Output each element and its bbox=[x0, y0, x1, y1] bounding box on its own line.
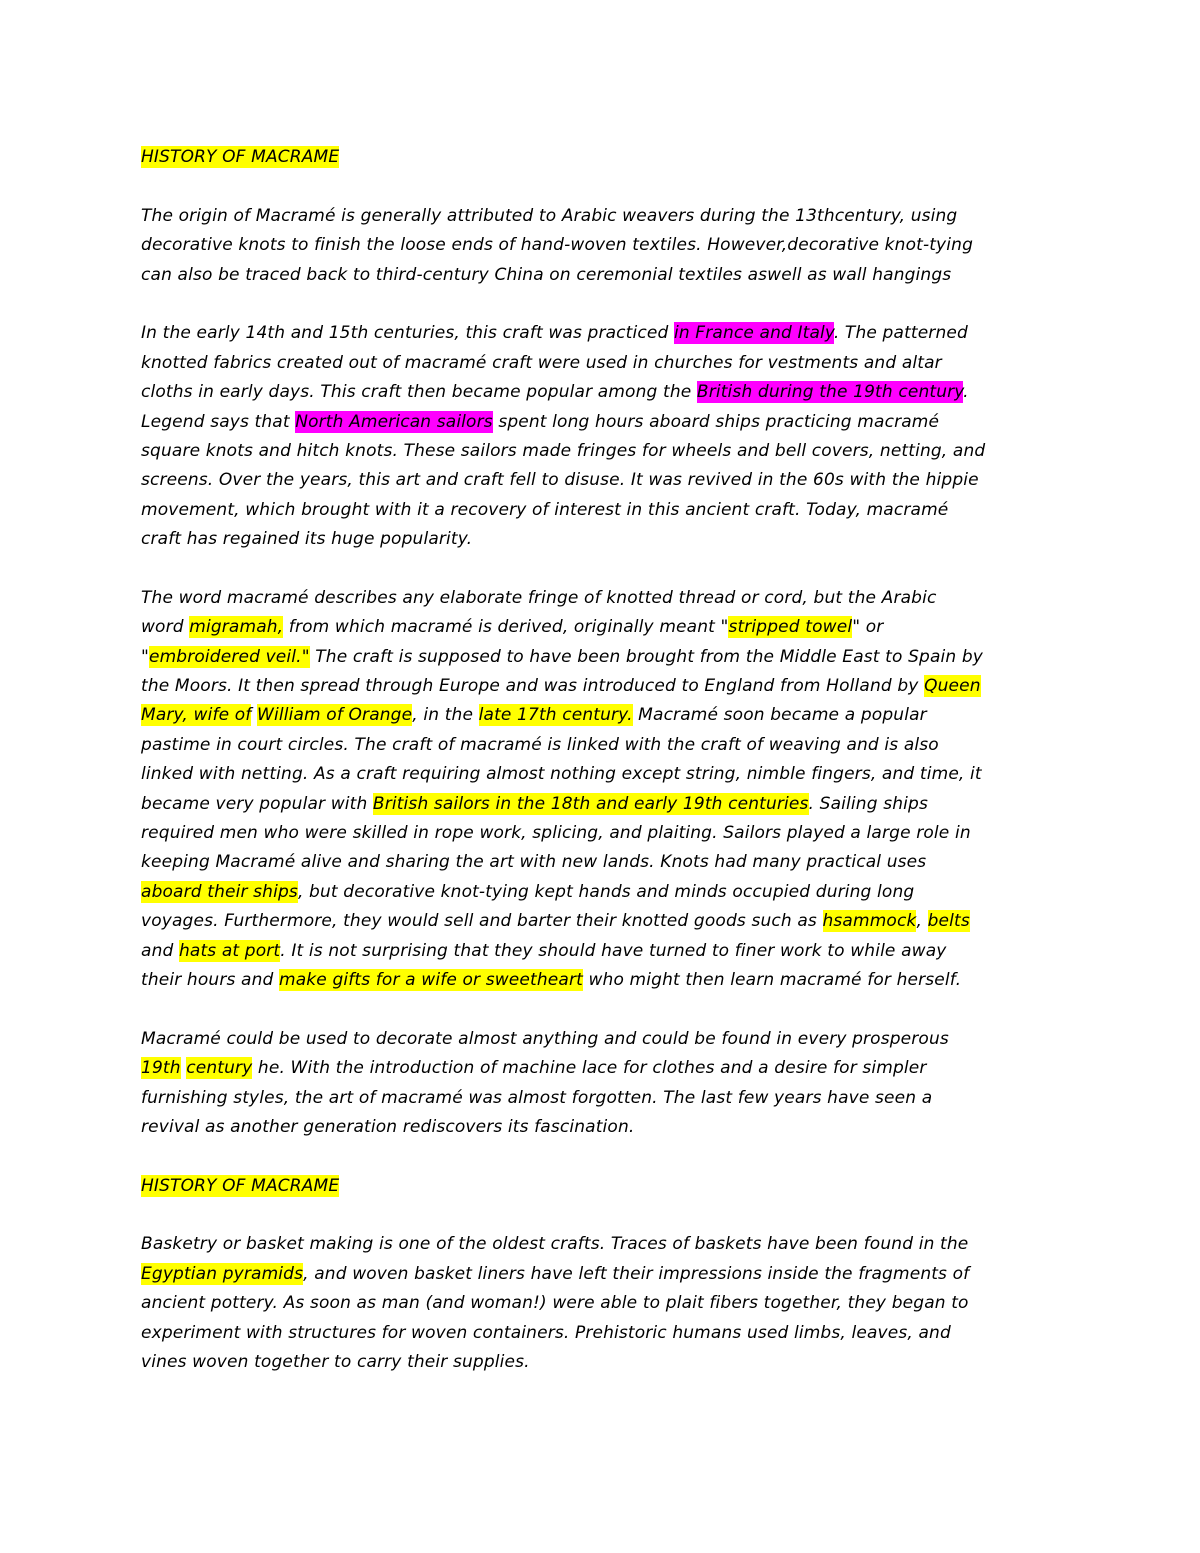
text-line bbox=[141, 643, 1100, 672]
highlight-magenta: North American sailors bbox=[295, 411, 493, 432]
text-line bbox=[141, 1319, 1100, 1348]
text-run: pastime in court circles. The craft of macramé is linked with the craft of weaving and is also bbox=[141, 734, 939, 755]
text-line bbox=[141, 525, 1100, 554]
highlight-yellow: make gifts for a wife or sweetheart bbox=[279, 969, 583, 990]
blank-line bbox=[141, 1142, 1100, 1171]
text-line bbox=[141, 408, 1100, 437]
text-run: The word macramé describes any elaborate fringe of knotted thread or cord, but the Arabic bbox=[141, 587, 937, 608]
text-run: furnishing styles, the art of macramé was almost forgotten. The last few years have seen a bbox=[141, 1087, 933, 1108]
highlight-yellow: William of Orange bbox=[257, 705, 413, 726]
text-line bbox=[141, 907, 1100, 936]
text-run: screens. Over the years, this art and craft fell to disuse. It was revived in the 60s with the hippie bbox=[141, 470, 979, 491]
text-line bbox=[141, 1054, 1100, 1083]
highlight-magenta: in France and Italy bbox=[673, 323, 834, 344]
highlight-yellow: century bbox=[186, 1058, 253, 1079]
text-line bbox=[141, 437, 1100, 466]
text-run: movement, which brought with it a recovery of interest in this ancient craft. Today, macramé bbox=[141, 499, 949, 520]
text-run: , in the bbox=[412, 705, 479, 726]
highlight-yellow: aboard their ships bbox=[141, 881, 298, 902]
text-run: . Sailing ships bbox=[808, 793, 928, 814]
highlight-yellow: late 17th century. bbox=[478, 705, 633, 726]
text-line bbox=[141, 848, 1100, 877]
text-line bbox=[141, 1230, 1100, 1259]
text-line bbox=[141, 672, 1100, 701]
text-run: vines woven together to carry their supplies. bbox=[141, 1352, 530, 1373]
highlight-yellow: HISTORY OF MACRAME bbox=[141, 1175, 340, 1196]
highlight-yellow: 19th bbox=[141, 1058, 181, 1079]
text-run: " bbox=[141, 646, 149, 667]
text-run: Macramé soon became a popular bbox=[632, 705, 927, 726]
text-run: experiment with structures for woven containers. Prehistoric humans used limbs, leaves, and bbox=[141, 1322, 951, 1343]
text-run: required men who were skilled in rope work, splicing, and plaiting. Sailors played a large role in bbox=[141, 822, 971, 843]
text-run: , and woven basket liners have left their impressions inside the fragments of bbox=[303, 1263, 970, 1284]
text-line bbox=[141, 1113, 1100, 1142]
text-line bbox=[141, 319, 1100, 348]
text-run: Macramé could be used to decorate almost anything and could be found in every prosperous bbox=[141, 1028, 949, 1049]
text-run: keeping Macramé alive and sharing the art with new lands. Knots had many practical uses bbox=[141, 852, 927, 873]
text-run: decorative knots to finish the loose ends of hand-woven textiles. However,decorative knot-tying bbox=[141, 235, 974, 256]
text-line bbox=[141, 1172, 1100, 1201]
text-line bbox=[141, 966, 1100, 995]
text-run: . bbox=[963, 382, 969, 403]
text-line bbox=[141, 731, 1100, 760]
text-run: Legend says that bbox=[141, 411, 296, 432]
highlight-yellow: Egyptian pyramids bbox=[141, 1263, 304, 1284]
text-run: who might then learn macramé for herself. bbox=[582, 969, 962, 990]
text-run: the Moors. It then spread through Europe and was introduced to England from Holland by bbox=[141, 676, 925, 697]
text-run: became very popular with bbox=[141, 793, 373, 814]
text-line bbox=[141, 790, 1100, 819]
text-line bbox=[141, 584, 1100, 613]
highlight-yellow: stripped towel bbox=[728, 617, 853, 638]
text-line bbox=[141, 378, 1100, 407]
blank-line bbox=[141, 290, 1100, 319]
text-run: The origin of Macramé is generally attributed to Arabic weavers during the 13thcentury, using bbox=[141, 205, 958, 226]
text-run: word bbox=[141, 617, 190, 638]
text-line bbox=[141, 231, 1100, 260]
text-line bbox=[141, 143, 1100, 172]
highlight-magenta: British during the 19th century bbox=[696, 382, 964, 403]
text-run: from which macramé is derived, originally meant " bbox=[283, 617, 729, 638]
text-run: spent long hours aboard ships practicing macramé bbox=[492, 411, 940, 432]
blank-line bbox=[141, 1201, 1100, 1230]
text-line bbox=[141, 819, 1100, 848]
highlight-yellow: belts bbox=[927, 911, 970, 932]
text-line bbox=[141, 466, 1100, 495]
text-line bbox=[141, 937, 1100, 966]
text-run: revival as another generation rediscovers its fascination. bbox=[141, 1116, 635, 1137]
text-run: linked with netting. As a craft requiring almost nothing except string, nimble fingers, and time, it bbox=[141, 764, 982, 785]
text-line bbox=[141, 496, 1100, 525]
text-run: their hours and bbox=[141, 969, 280, 990]
text-run: craft has regained its huge popularity. bbox=[141, 529, 473, 550]
text-run: , but decorative knot-tying kept hands and minds occupied during long bbox=[297, 881, 915, 902]
blank-line bbox=[141, 172, 1100, 201]
text-run: " or bbox=[852, 617, 884, 638]
text-run: The craft is supposed to have been brought from the Middle East to Spain by bbox=[309, 646, 984, 667]
text-line bbox=[141, 760, 1100, 789]
text-run: knotted fabrics created out of macramé craft were used in churches for vestments and altar bbox=[141, 352, 942, 373]
highlight-yellow: embroidered veil." bbox=[148, 646, 310, 667]
text-line bbox=[141, 878, 1100, 907]
text-run: . The patterned bbox=[833, 323, 968, 344]
text-run: In the early 14th and 15th centuries, this craft was practiced bbox=[141, 323, 674, 344]
text-run: cloths in early days. This craft then became popular among the bbox=[141, 382, 697, 403]
text-run: voyages. Furthermore, they would sell and barter their knotted goods such as bbox=[141, 911, 823, 932]
highlight-yellow: HISTORY OF MACRAME bbox=[141, 147, 340, 167]
text-run: he. With the introduction of machine lace for clothes and a desire for simpler bbox=[252, 1058, 927, 1079]
text-run: . It is not surprising that they should have turned to finer work to while away bbox=[280, 940, 947, 961]
text-run: can also be traced back to third-century China on ceremonial textiles aswell as wall hangings bbox=[141, 264, 952, 285]
blank-line bbox=[141, 995, 1100, 1024]
text-line bbox=[141, 1260, 1100, 1289]
highlight-yellow: Mary, wife of bbox=[141, 705, 252, 726]
highlight-yellow: hsammock bbox=[822, 911, 917, 932]
highlight-yellow: British sailors in the 18th and early 19th centuries bbox=[372, 793, 809, 814]
text-line bbox=[141, 349, 1100, 378]
text-line bbox=[141, 613, 1100, 642]
text-line bbox=[141, 701, 1100, 730]
text-line bbox=[141, 1289, 1100, 1318]
text-run: Basketry or basket making is one of the oldest crafts. Traces of baskets have been found in the bbox=[141, 1234, 969, 1255]
text-line bbox=[141, 202, 1100, 231]
text-line bbox=[141, 261, 1100, 290]
text-run: ancient pottery. As soon as man (and woman!) were able to plait fibers together, they began to bbox=[141, 1293, 969, 1314]
highlight-yellow: Queen bbox=[924, 676, 981, 697]
text-line bbox=[141, 1348, 1100, 1377]
text-line bbox=[141, 1025, 1100, 1054]
text-run: and bbox=[141, 940, 179, 961]
text-line bbox=[141, 1084, 1100, 1113]
highlight-yellow: migramah, bbox=[189, 617, 284, 638]
highlight-yellow: hats at port bbox=[179, 940, 281, 961]
text-run: square knots and hitch knots. These sailors made fringes for wheels and bell covers, netting, and bbox=[141, 440, 986, 461]
text-run: , bbox=[916, 911, 928, 932]
blank-line bbox=[141, 554, 1100, 583]
